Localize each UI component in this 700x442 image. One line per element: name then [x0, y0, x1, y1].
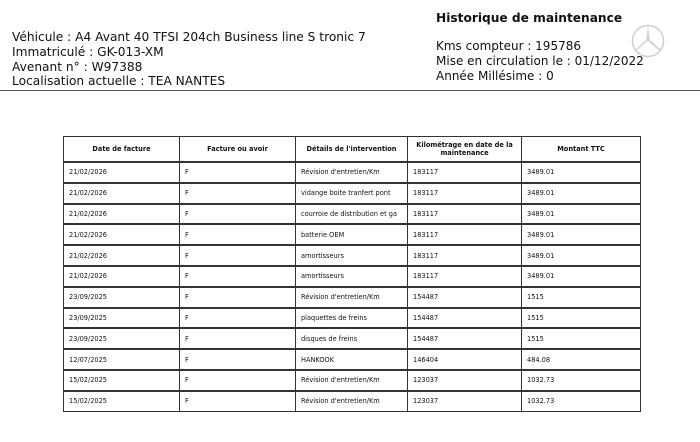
cell-invoice-type: F: [180, 267, 296, 288]
cell-amount: 3489.01: [522, 162, 640, 184]
cell-invoice-date: 23/09/2025: [64, 309, 180, 330]
cell-invoice-type: F: [180, 246, 296, 267]
cell-mileage: 183117: [408, 205, 522, 226]
cell-details: Révision d'entretien/Km: [296, 162, 408, 184]
maintenance-table: [63, 136, 641, 412]
cell-mileage: 154487: [408, 309, 522, 330]
cell-amount: 1032.73: [527, 397, 555, 406]
cell-invoice-type: F: [180, 162, 296, 184]
three-pointed-star-icon: [631, 24, 665, 58]
col-header-invoice-type: Facture ou avoir: [180, 137, 296, 162]
cell-invoice-date: 23/09/2025: [64, 329, 180, 350]
cell-mileage: 183117: [408, 184, 522, 205]
vehicle-info: [12, 30, 366, 89]
cell-invoice-type: F: [180, 371, 296, 392]
cell-invoice-type: F: [180, 288, 296, 309]
table-row: [64, 267, 640, 288]
cell-amount: 1515: [522, 329, 640, 350]
cell-details: Révision d'entretien/Km: [296, 288, 408, 309]
cell-mileage: 123037: [408, 371, 522, 392]
col-header-details: Détails de l'intervention: [296, 137, 408, 162]
table-row: [64, 184, 640, 205]
table-row: [64, 225, 640, 246]
cell-details: amortisseurs: [296, 246, 408, 267]
col-header-mileage: Kilométrage en date de la maintenance: [408, 137, 522, 162]
cell-details: plaquettes de freins: [296, 309, 408, 330]
cell-invoice-date: 21/02/2026: [64, 184, 180, 205]
cell-invoice-date: 21/02/2026: [64, 246, 180, 267]
cell-invoice-type: F: [180, 184, 296, 205]
table-row: [64, 246, 640, 267]
cell-amount: 3489.01: [522, 246, 640, 267]
cell-details: amortisseurs: [296, 267, 408, 288]
col-header-amount: Montant TTC: [522, 137, 640, 162]
cell-mileage: 123037: [408, 392, 522, 411]
col-header-invoice-date: Date de facture: [64, 137, 180, 162]
table-row: [64, 350, 640, 371]
cell-amount: 1515: [522, 288, 640, 309]
cell-mileage: 146404: [408, 350, 522, 371]
cell-details: vidange boite tranfert pont: [296, 184, 408, 205]
cell-invoice-date: 21/02/2026: [64, 225, 180, 246]
cell-invoice-date: 21/02/2026: [64, 267, 180, 288]
cell-invoice-type: F: [180, 309, 296, 330]
cell-mileage: 183117: [408, 162, 522, 184]
cell-invoice-type: F: [180, 392, 296, 411]
cell-invoice-type: F: [180, 205, 296, 226]
cell-invoice-date: 15/02/2025: [64, 392, 180, 411]
cell-invoice-type: F: [180, 225, 296, 246]
table-row: [64, 288, 640, 309]
table-row: [64, 392, 640, 411]
cell-invoice-type: F: [180, 329, 296, 350]
table-row: [64, 371, 640, 392]
table-header-row: [64, 137, 640, 162]
cell-amount: 1032.73: [522, 371, 640, 392]
cell-details: Révision d'entretien/Km: [296, 371, 408, 392]
table-row: [64, 205, 640, 226]
cell-details: Révision d'entretien/Km: [296, 392, 408, 411]
cell-invoice-date: 12/07/2025: [64, 350, 180, 371]
cell-invoice-type: F: [180, 350, 296, 371]
cell-amount: 3489.01: [522, 267, 640, 288]
cell-invoice-date: 15/02/2025: [64, 371, 180, 392]
cell-amount: 3489.01: [522, 184, 640, 205]
cell-details: disques de freins: [296, 329, 408, 350]
cell-amount: 3489.01: [522, 205, 640, 226]
cell-mileage: 183117: [408, 225, 522, 246]
cell-mileage: 154487: [408, 288, 522, 309]
model-year: Année Millésime : 0: [436, 69, 554, 83]
cell-invoice-date: 21/02/2026: [64, 205, 180, 226]
table-row: [64, 329, 640, 350]
vehicle-plate: Immatriculé : GK-013-XM: [12, 44, 164, 59]
cell-amount: 3489.01: [522, 225, 640, 246]
cell-details: HANKOOK: [296, 350, 408, 371]
cell-amount: 484.08: [522, 350, 640, 371]
cell-invoice-date: 23/09/2025: [64, 288, 180, 309]
cell-details: batterie OEM: [296, 225, 408, 246]
vehicle-amendment: Avenant n° : W97388: [12, 59, 143, 74]
table-row: [64, 162, 640, 184]
cell-mileage: 183117: [408, 246, 522, 267]
cell-amount: 1515: [522, 309, 640, 330]
registration-date: Mise en circulation le : 01/12/2022: [436, 54, 644, 68]
vehicle-location: Localisation actuelle : TEA NANTES: [12, 74, 226, 89]
cell-mileage: 183117: [408, 267, 522, 288]
cell-invoice-date: 21/02/2026: [64, 162, 180, 184]
page-title: Historique de maintenance: [436, 11, 623, 25]
header-divider: [0, 90, 700, 91]
vehicle-model: Véhicule : A4 Avant 40 TFSI 204ch Business line S tronic 7: [12, 30, 366, 44]
cell-mileage: 154487: [408, 329, 522, 350]
odometer: Kms compteur : 195786: [436, 39, 581, 53]
cell-details: courroie de distribution et ga: [296, 205, 408, 226]
maintenance-summary: [436, 11, 644, 84]
table-row: [64, 309, 640, 330]
